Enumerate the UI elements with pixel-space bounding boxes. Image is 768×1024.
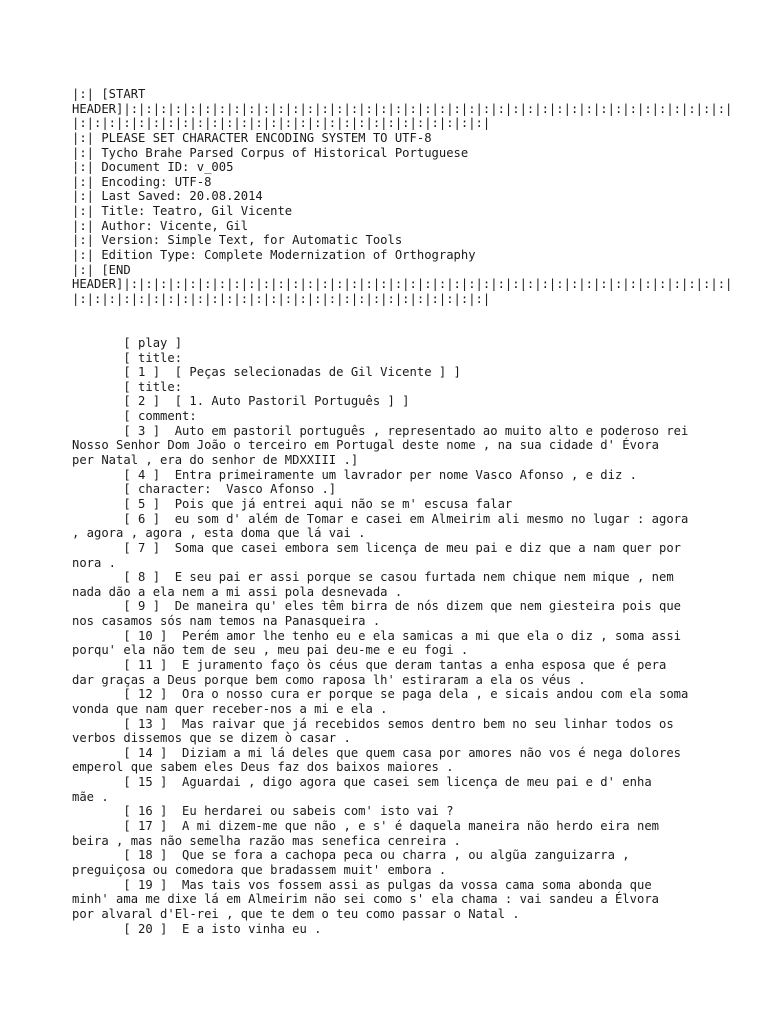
text-line: [ 18 ] Que se fora a cachopa peca ou charra , ou algũa zanguizarra , [72, 848, 630, 863]
text-line: [ 1 ] [ Peças selecionadas de Gil Vicente ] ] [72, 365, 461, 380]
text-line: minh' ama me dixe lá em Almeirim não sei como s' ela chama : vai sandeu a Élvora [72, 892, 659, 907]
text-line: [ 17 ] A mi dizem-me que não , e s' é daquela maneira não herdo eira nem [72, 819, 659, 834]
header-line: |:| [END [72, 262, 131, 277]
header-line: |:| Last Saved: 20.08.2014 [72, 189, 263, 204]
text-line: [ comment: [72, 409, 197, 424]
text-line: mãe . [72, 789, 109, 804]
document-page [72, 87, 733, 936]
text-line: per Natal , era do senhor de MDXXIII .] [72, 453, 359, 468]
text-line: [ 15 ] Aguardai , digo agora que casei sem licença de meu pai e d' enha [72, 775, 652, 790]
header-line: |:|:|:|:|:|:|:|:|:|:|:|:|:|:|:|:|:|:|:|:|:|:|:|:|:|:|:|:| [72, 116, 491, 131]
text-line: [ 6 ] eu som d' além de Tomar e casei em Almeirim ali mesmo no lugar : agora [72, 511, 689, 526]
text-line: [ 3 ] Auto em pastoril português , representado ao muito alto e poderoso rei [72, 423, 689, 438]
text-line: [ 10 ] Perém amor lhe tenho eu e ela samicas a mi que ela o diz , soma assi [72, 628, 682, 643]
corpus-header [72, 87, 733, 307]
text-line: [ 13 ] Mas raivar que já recebidos semos dentro bem no seu linhar todos os [72, 716, 674, 731]
text-line: emperol que sabem eles Deus faz dos baixos maiores . [72, 760, 454, 775]
text-line: [ 8 ] E seu pai er assi porque se casou furtada nem chique nem mique , nem [72, 570, 674, 585]
text-line: [ character: Vasco Afonso .] [72, 482, 337, 497]
text-line: verbos dissemos que se dizem ò casar . [72, 731, 351, 746]
header-line: HEADER]|:|:|:|:|:|:|:|:|:|:|:|:|:|:|:|:|:|:|:|:|:|:|:|:|:|:|:|:|:|:|:|:|:|:|:|:|:|:|:|:|:| [72, 277, 733, 292]
text-line: por alvaral d'El-rei , que te dem o teu como passar o Natal . [72, 906, 520, 921]
text-line: [ title: [72, 350, 183, 365]
text-line: [ 16 ] Eu herdarei ou sabeis com' isto vai ? [72, 804, 454, 819]
header-line: |:|:|:|:|:|:|:|:|:|:|:|:|:|:|:|:|:|:|:|:|:|:|:|:|:|:|:|:| [72, 291, 491, 306]
text-line: [ title: [72, 379, 183, 394]
text-line: nos casamos sós nam temos na Panasqueira . [72, 614, 381, 629]
text-line: Nosso Senhor Dom João o terceiro em Portugal deste nome , na sua cidade d' Évora [72, 438, 659, 453]
text-line: [ 11 ] E juramento faço òs céus que deram tantas a enha esposa que é pera [72, 658, 667, 672]
header-line: |:| Author: Vicente, Gil [72, 218, 249, 233]
text-line: [ 19 ] Mas tais vos fossem assi as pulgas da vossa cama soma abonda que [72, 877, 652, 892]
header-line: HEADER]|:|:|:|:|:|:|:|:|:|:|:|:|:|:|:|:|:|:|:|:|:|:|:|:|:|:|:|:|:|:|:|:|:|:|:|:|:|:|:|:|:| [72, 101, 733, 116]
header-line: |:| [START [72, 87, 146, 101]
header-line: |:| Edition Type: Complete Modernization of Orthography [72, 248, 476, 263]
text-line: nada dão a ela nem a mi assi pola desnevada . [72, 584, 403, 599]
header-line: |:| PLEASE SET CHARACTER ENCODING SYSTEM TO UTF-8 [72, 130, 432, 145]
text-line: dar graças a Deus porque bem como raposa lh' estiraram a ela os véus . [72, 672, 586, 687]
header-line: |:| Tycho Brahe Parsed Corpus of Historical Portuguese [72, 145, 469, 160]
text-line: [ 9 ] De maneira qu' eles têm birra de nós dizem que nem giesteira pois que [72, 599, 682, 614]
header-line: |:| Version: Simple Text, for Automatic Tools [72, 233, 403, 248]
header-line: |:| Document ID: v_005 [72, 160, 234, 175]
text-line: [ 14 ] Diziam a mi lá deles que quem casa por amores não vos é nega dolores [72, 745, 682, 760]
text-line: [ 2 ] [ 1. Auto Pastoril Português ] ] [72, 394, 410, 409]
text-line: [ play ] [72, 335, 183, 350]
text-line: [ 4 ] Entra primeiramente um lavrador per nome Vasco Afonso , e diz . [72, 467, 637, 482]
text-line: beira , mas não semelha razão mas senefica cenreira . [72, 833, 461, 848]
play-text [72, 336, 700, 936]
header-line: |:| Encoding: UTF-8 [72, 174, 212, 189]
header-line: |:| Title: Teatro, Gil Vicente [72, 204, 293, 219]
text-line: [ 20 ] E a isto vinha eu . [72, 921, 322, 936]
text-line: nora . [72, 555, 117, 570]
section-gap [72, 307, 700, 336]
text-line: [ 5 ] Pois que já entrei aqui não se m' escusa falar [72, 496, 513, 511]
text-line: vonda que nam quer receber-nos a mi e ela . [72, 701, 388, 716]
text-line: preguiçosa ou comedora que bradassem muit' embora . [72, 862, 447, 877]
text-line: [ 12 ] Ora o nosso cura er porque se paga dela , e sicais andou com ela soma [72, 687, 689, 702]
text-line: porqu' ela não tem de seu , meu pai deu-me e eu fogi . [72, 643, 469, 658]
text-line: [ 7 ] Soma que casei embora sem licença de meu pai e diz que a nam quer por [72, 540, 682, 555]
text-line: , agora , agora , esta doma que lá vai . [72, 526, 366, 541]
